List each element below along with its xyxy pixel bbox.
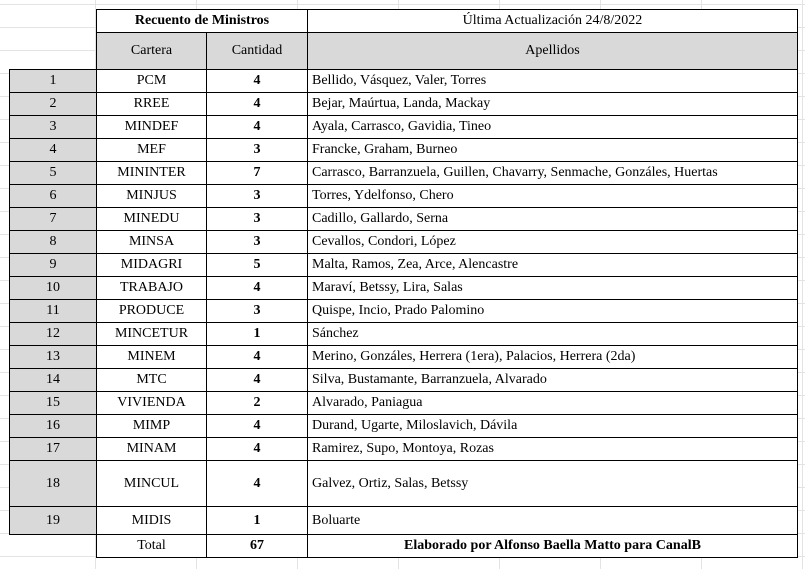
cartera-cell[interactable]: MTC: [97, 369, 207, 392]
total-label-cell[interactable]: Total: [97, 535, 207, 558]
table-row: [10, 139, 798, 162]
row-number-cell[interactable]: 17: [10, 438, 97, 461]
row-number-cell[interactable]: 12: [10, 323, 97, 346]
column-header-cartera[interactable]: Cartera: [97, 33, 207, 70]
table-row: [10, 346, 798, 369]
row-number-cell[interactable]: 7: [10, 208, 97, 231]
title-row: [10, 10, 798, 33]
cartera-cell[interactable]: MIDIS: [97, 507, 207, 535]
table-row: [10, 323, 798, 346]
cantidad-cell[interactable]: 4: [207, 70, 308, 93]
cantidad-cell[interactable]: 4: [207, 369, 308, 392]
apellidos-cell[interactable]: Sánchez: [308, 323, 798, 346]
cantidad-cell[interactable]: 2: [207, 392, 308, 415]
cartera-cell[interactable]: VIVIENDA: [97, 392, 207, 415]
apellidos-cell[interactable]: Ramirez, Supo, Montoya, Rozas: [308, 438, 798, 461]
cantidad-cell[interactable]: 4: [207, 277, 308, 300]
cantidad-cell[interactable]: 4: [207, 461, 308, 507]
row-number-cell[interactable]: 6: [10, 185, 97, 208]
cartera-cell[interactable]: RREE: [97, 93, 207, 116]
cantidad-cell[interactable]: 1: [207, 507, 308, 535]
apellidos-cell[interactable]: Galvez, Ortiz, Salas, Betssy: [308, 461, 798, 507]
row-number-cell[interactable]: 15: [10, 392, 97, 415]
cartera-cell[interactable]: MINEDU: [97, 208, 207, 231]
cantidad-cell[interactable]: 3: [207, 208, 308, 231]
ministers-table: [9, 9, 798, 558]
cartera-cell[interactable]: PRODUCE: [97, 300, 207, 323]
credit-cell[interactable]: Elaborado por Alfonso Baella Matto para CanalB: [308, 535, 798, 558]
cartera-cell[interactable]: MEF: [97, 139, 207, 162]
row-number-cell[interactable]: 2: [10, 93, 97, 116]
cartera-cell[interactable]: MINDEF: [97, 116, 207, 139]
table-row: [10, 438, 798, 461]
cartera-cell[interactable]: MINCUL: [97, 461, 207, 507]
apellidos-cell[interactable]: Malta, Ramos, Zea, Arce, Alencastre: [308, 254, 798, 277]
column-header-apellidos[interactable]: Apellidos: [308, 33, 798, 70]
table-row: [10, 208, 798, 231]
row-number-cell[interactable]: 11: [10, 300, 97, 323]
row-number-cell[interactable]: 16: [10, 415, 97, 438]
apellidos-cell[interactable]: Durand, Ugarte, Miloslavich, Dávila: [308, 415, 798, 438]
apellidos-cell[interactable]: Carrasco, Barranzuela, Guillen, Chavarry, Senmache, Gonzáles, Huertas: [308, 162, 798, 185]
apellidos-cell[interactable]: Cevallos, Condori, López: [308, 231, 798, 254]
row-number-cell[interactable]: 10: [10, 277, 97, 300]
cantidad-cell[interactable]: 3: [207, 139, 308, 162]
row-number-cell[interactable]: 9: [10, 254, 97, 277]
apellidos-cell[interactable]: Francke, Graham, Burneo: [308, 139, 798, 162]
column-header-row: [10, 33, 798, 70]
apellidos-cell[interactable]: Bellido, Vásquez, Valer, Torres: [308, 70, 798, 93]
row-number-cell[interactable]: 19: [10, 507, 97, 535]
apellidos-cell[interactable]: Boluarte: [308, 507, 798, 535]
cantidad-cell[interactable]: 3: [207, 185, 308, 208]
row-number-cell[interactable]: 8: [10, 231, 97, 254]
cartera-cell[interactable]: MINEM: [97, 346, 207, 369]
table-row: [10, 300, 798, 323]
cartera-cell[interactable]: MININTER: [97, 162, 207, 185]
apellidos-cell[interactable]: Cadillo, Gallardo, Serna: [308, 208, 798, 231]
empty-footer-cell: [10, 535, 97, 558]
cartera-cell[interactable]: MINCETUR: [97, 323, 207, 346]
cantidad-cell[interactable]: 1: [207, 323, 308, 346]
cartera-cell[interactable]: MINAM: [97, 438, 207, 461]
table-row: [10, 392, 798, 415]
cantidad-cell[interactable]: 7: [207, 162, 308, 185]
cartera-cell[interactable]: MINJUS: [97, 185, 207, 208]
table-title[interactable]: Recuento de Ministros: [97, 10, 308, 33]
table-row: [10, 162, 798, 185]
row-number-cell[interactable]: 4: [10, 139, 97, 162]
table-row: [10, 70, 798, 93]
table-row: [10, 185, 798, 208]
table-row: [10, 461, 798, 507]
cantidad-cell[interactable]: 4: [207, 93, 308, 116]
row-number-cell[interactable]: 3: [10, 116, 97, 139]
apellidos-cell[interactable]: Alvarado, Paniagua: [308, 392, 798, 415]
cartera-cell[interactable]: MIMP: [97, 415, 207, 438]
cartera-cell[interactable]: TRABAJO: [97, 277, 207, 300]
table-row: [10, 116, 798, 139]
cantidad-cell[interactable]: 4: [207, 438, 308, 461]
row-number-cell[interactable]: 14: [10, 369, 97, 392]
total-value-cell[interactable]: 67: [207, 535, 308, 558]
cantidad-cell[interactable]: 3: [207, 300, 308, 323]
cartera-cell[interactable]: PCM: [97, 70, 207, 93]
cartera-cell[interactable]: MINSA: [97, 231, 207, 254]
apellidos-cell[interactable]: Quispe, Incio, Prado Palomino: [308, 300, 798, 323]
total-row: [10, 535, 798, 558]
table-row: [10, 369, 798, 392]
row-number-cell[interactable]: 13: [10, 346, 97, 369]
table-row: [10, 231, 798, 254]
empty-header-cell: [10, 33, 97, 70]
table-row: [10, 277, 798, 300]
apellidos-cell[interactable]: Maraví, Betssy, Lira, Salas: [308, 277, 798, 300]
table-row: [10, 254, 798, 277]
table-row: [10, 415, 798, 438]
apellidos-cell[interactable]: Silva, Bustamante, Barranzuela, Alvarado: [308, 369, 798, 392]
apellidos-cell[interactable]: Merino, Gonzáles, Herrera (1era), Palacios, Herrera (2da): [308, 346, 798, 369]
apellidos-cell[interactable]: Ayala, Carrasco, Gavidia, Tineo: [308, 116, 798, 139]
apellidos-cell[interactable]: Bejar, Maúrtua, Landa, Mackay: [308, 93, 798, 116]
row-number-cell[interactable]: 1: [10, 70, 97, 93]
cantidad-cell[interactable]: 3: [207, 231, 308, 254]
table-row: [10, 93, 798, 116]
empty-corner-cell: [10, 10, 97, 33]
row-number-cell[interactable]: 18: [10, 461, 97, 507]
cantidad-cell[interactable]: 4: [207, 415, 308, 438]
apellidos-cell[interactable]: Torres, Ydelfonso, Chero: [308, 185, 798, 208]
cantidad-cell[interactable]: 4: [207, 346, 308, 369]
cantidad-cell[interactable]: 5: [207, 254, 308, 277]
cartera-cell[interactable]: MIDAGRI: [97, 254, 207, 277]
column-header-cantidad[interactable]: Cantidad: [207, 33, 308, 70]
cantidad-cell[interactable]: 4: [207, 116, 308, 139]
table-row: [10, 507, 798, 535]
last-update-cell[interactable]: Última Actualización 24/8/2022: [308, 10, 798, 33]
row-number-cell[interactable]: 5: [10, 162, 97, 185]
